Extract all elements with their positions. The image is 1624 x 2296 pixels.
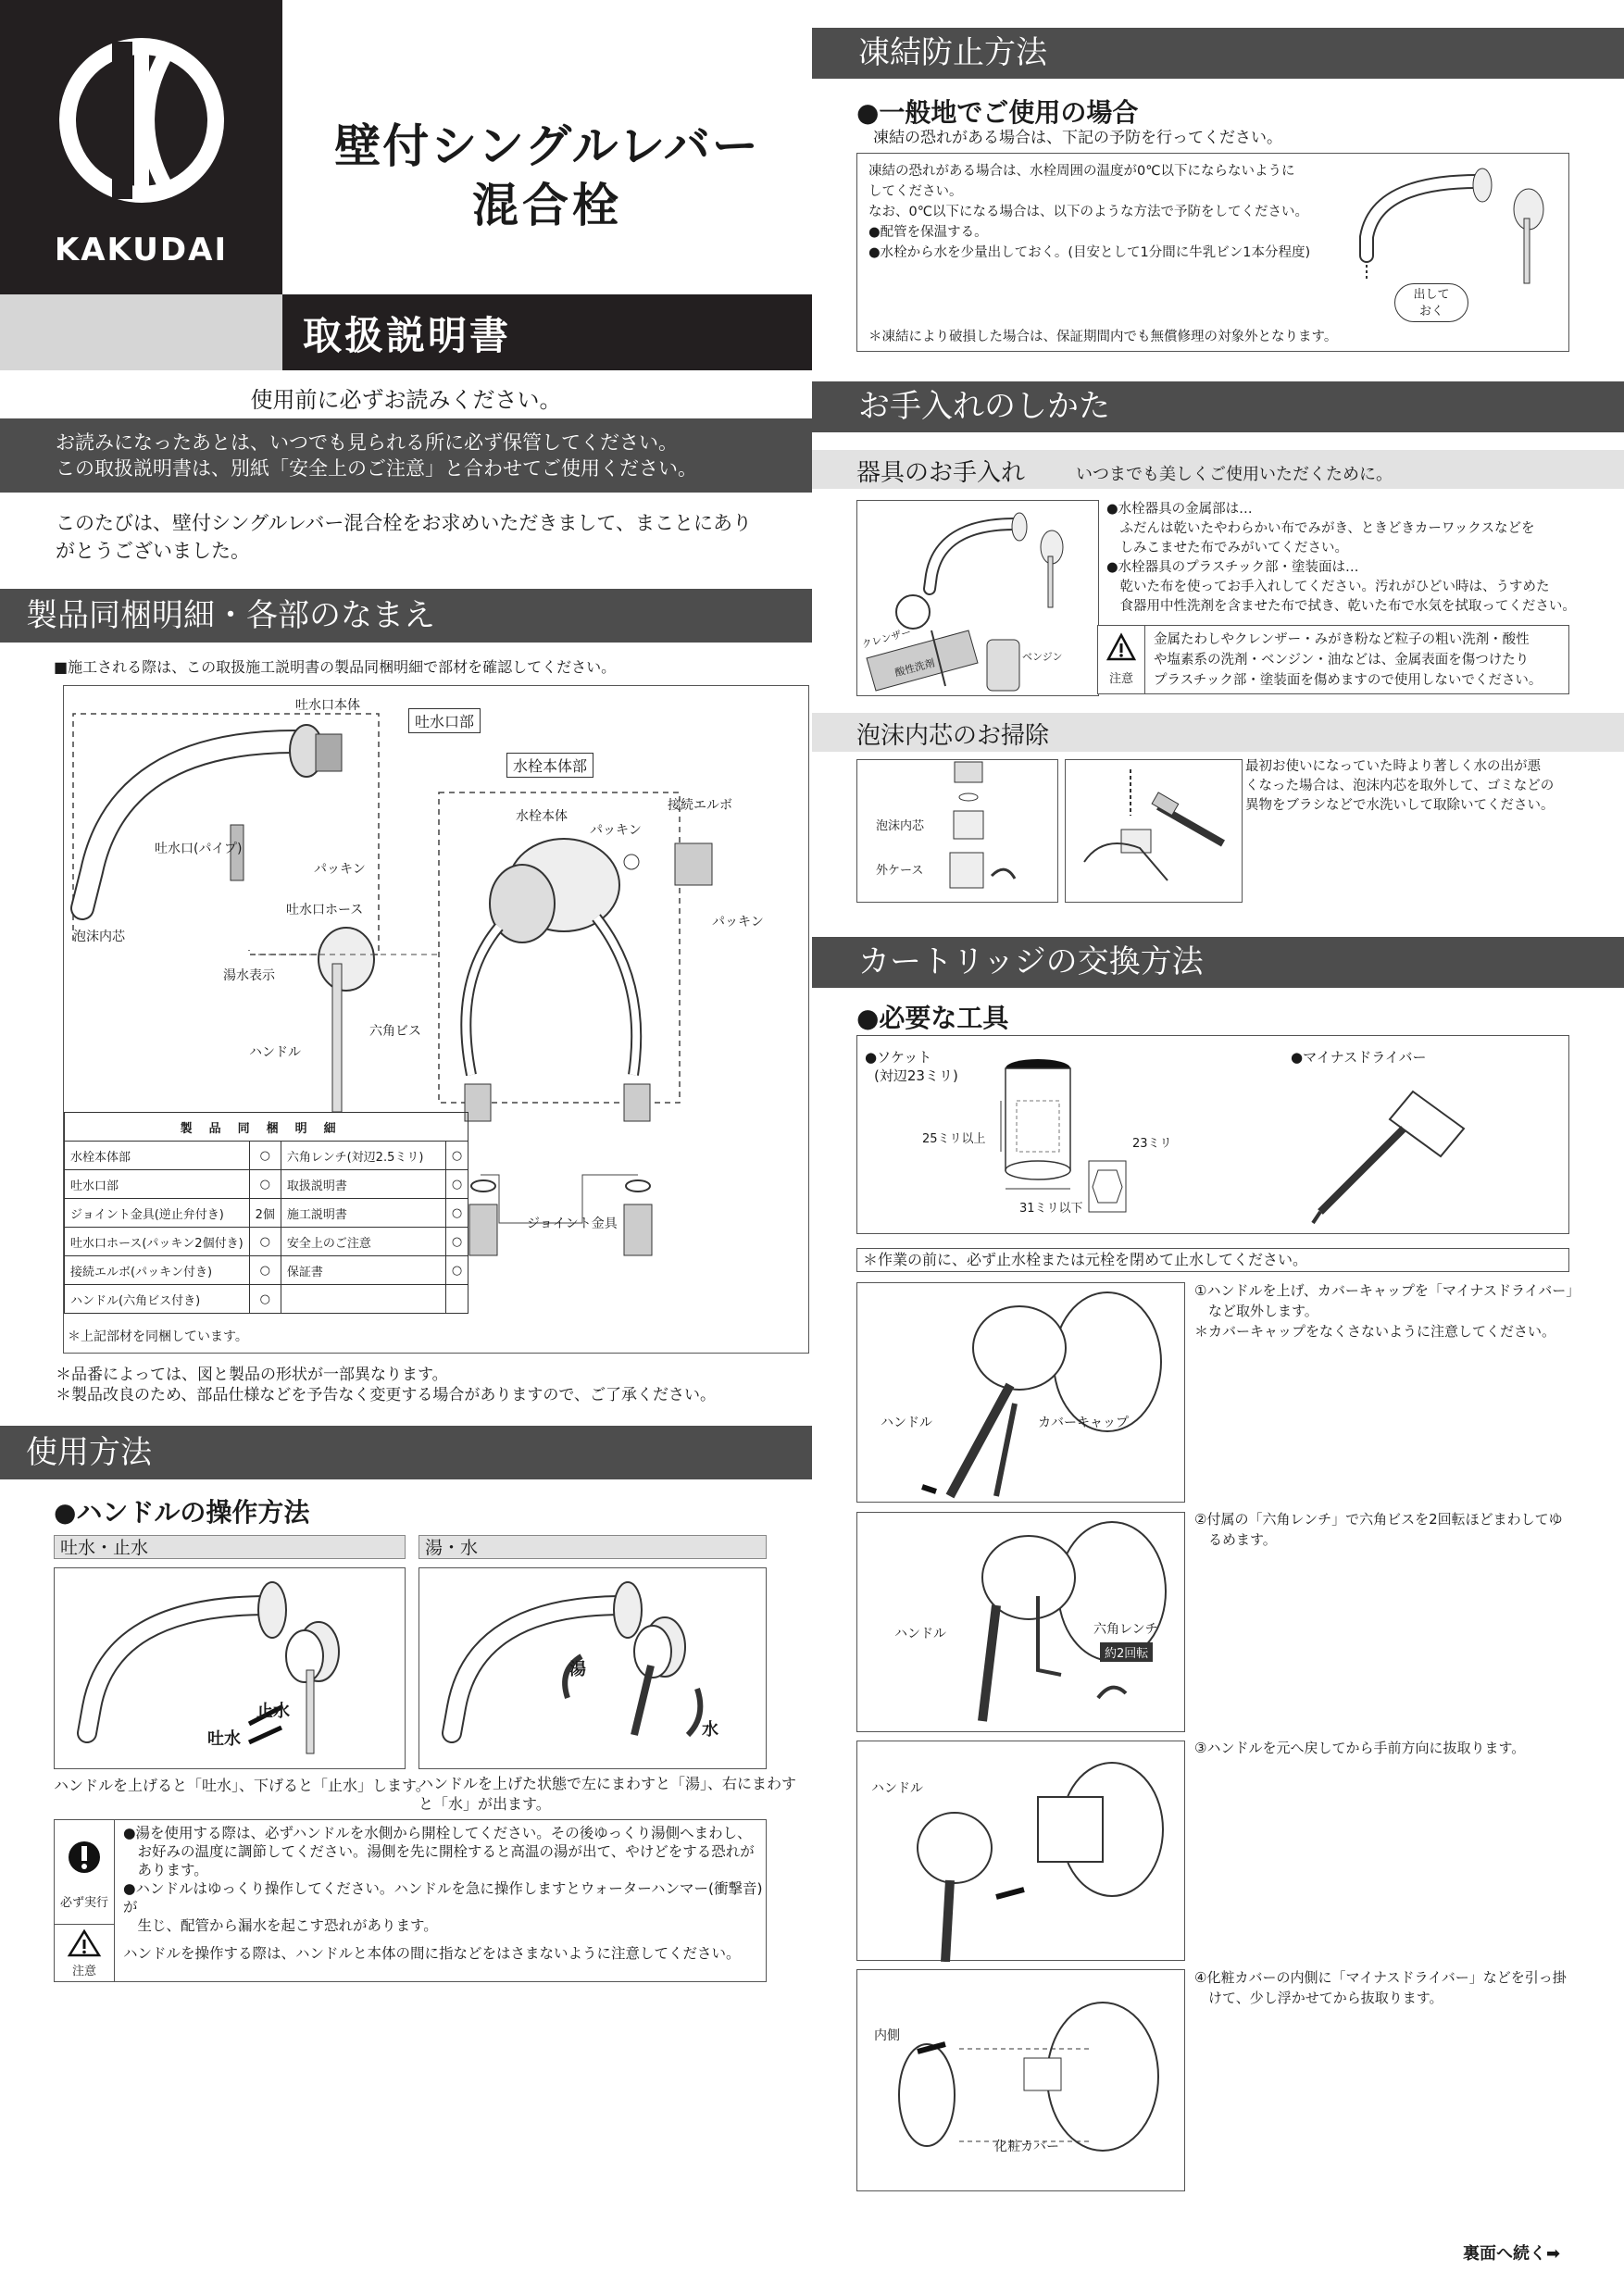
- panel-right-caption2: と「水」が出ます。: [418, 1795, 551, 1813]
- caution-text: ハンドルを操作する際は、ハンドルと本体の間に指などをはさまないように注意してください。: [123, 1945, 741, 1962]
- table-cell: ○: [445, 1228, 468, 1256]
- step1-line: など取外します。: [1194, 1303, 1318, 1319]
- usage-heading: 使用方法: [0, 1426, 812, 1479]
- step1-label-handle: ハンドル: [881, 1416, 932, 1430]
- caution-icon-cell: [55, 1924, 115, 1981]
- continue-footer: 裏面へ続く➡: [1463, 2244, 1561, 2264]
- must-line: ●湯を使用する際は、必ずハンドルを水側から開栓してください。その後ゆっくり湯側へまわし、: [123, 1825, 752, 1841]
- table-row: [65, 1142, 468, 1170]
- table-cell: ○: [445, 1199, 468, 1228]
- care-heading: お手入れのしかた: [812, 381, 1624, 432]
- table-cell: ○: [249, 1228, 281, 1256]
- step2-line: ②付属の「六角レンチ」で六角ビスを2回転ほどまわしてゆ: [1194, 1511, 1563, 1528]
- step4-line: ④化粧カバーの内側に「マイナスドライバー」などを引っ掛: [1194, 1969, 1567, 1986]
- warning-triangle-icon: [55, 1924, 114, 1961]
- panel-right-caption: [418, 1774, 796, 1815]
- freeze-text: [868, 161, 1310, 263]
- keep-line1: お読みになったあとは、いつでも見られる所に必ず保管してください。: [56, 431, 678, 454]
- step2-figure: [856, 1512, 1185, 1732]
- label-joint: ジョイント金具: [527, 1217, 618, 1231]
- table-row: [65, 1199, 468, 1228]
- handle-title: ●ハンドルの操作方法: [54, 1497, 310, 1528]
- step4-illustration: [857, 1970, 1186, 2192]
- label-body-part: 水栓本体部: [506, 753, 593, 778]
- care-line: 食器用中性洗剤を含ませた布で拭き、乾いた布で水気を拭取ってください。: [1106, 599, 1576, 614]
- table-cell: 安全上のご注意: [281, 1228, 445, 1256]
- parts-note: ■施工される際は、この取扱施工説明書の製品同梱明細で部材を確認してください。: [54, 658, 617, 676]
- table-cell: ○: [249, 1142, 281, 1170]
- must-line: あります。: [123, 1862, 208, 1878]
- table-row: [65, 1256, 468, 1285]
- panel-right: [418, 1567, 767, 1769]
- dim-25: 25ミリ以上: [922, 1132, 986, 1146]
- label-spout-part: 吐水口部: [408, 708, 481, 733]
- care-line: しみこませた布でみがいてください。: [1106, 541, 1348, 555]
- label-elbow: 接続エルボ: [668, 798, 732, 813]
- care-sub: 器具のお手入れ: [856, 459, 1026, 487]
- bubble-line1: 出して: [1413, 288, 1450, 302]
- table-row: [65, 1170, 468, 1199]
- panel-right-caption1: ハンドルを上げた状態で左にまわすと「湯」、右にまわす: [418, 1775, 797, 1792]
- care-caution-box: [1097, 625, 1569, 694]
- manual-band-light: [0, 294, 282, 370]
- keep-notice-box: [0, 418, 812, 493]
- step3-illustration: [857, 1741, 1186, 1962]
- step2-label-handle: ハンドル: [894, 1627, 946, 1641]
- care-line: 乾いた布を使ってお手入れしてください。汚れがひどい時は、うすめた: [1106, 580, 1550, 594]
- care-caution-line: や塩素系の洗剤・ベンジン・油などは、金属表面を傷つけたり: [1154, 653, 1530, 668]
- table-row: [65, 1228, 468, 1256]
- table-cell: 2個: [249, 1199, 281, 1228]
- aerator-fig2: [1065, 759, 1243, 903]
- freeze-line: ●配管を保温する。: [868, 225, 988, 240]
- aerator-line: 最初お使いになっていた時より著しく水の出が悪: [1245, 759, 1541, 774]
- aerator-line: 異物をブラシなどで水洗いして取除いてください。: [1245, 798, 1555, 813]
- label-packing2: パッキン: [314, 862, 366, 877]
- bubble-line2: おく: [1418, 305, 1443, 318]
- care-caution-line: プラスチック部・塗装面を傷めますので使用しないでください。: [1154, 673, 1543, 688]
- care-line: ●水栓器具の金属部は…: [1106, 502, 1253, 517]
- aerator-heading: 泡沫内芯のお掃除: [856, 722, 1050, 750]
- screwdriver-tool: [1293, 1073, 1478, 1230]
- label-packing3: パッキン: [712, 915, 764, 930]
- care-line: ふだんは乾いたやわらかい布でみがき、ときどきカーワックスなどを: [1106, 521, 1535, 536]
- table-cell: ハンドル(六角ビス付き): [65, 1285, 250, 1314]
- care-word-1: クレンザー: [860, 626, 913, 651]
- must-line: お好みの温度に調節してください。湯側を先に開栓すると高温の湯が出て、やけどをする恐れが: [123, 1843, 755, 1860]
- care-caution-icon: [1098, 626, 1145, 693]
- faucet-drip-illustration: [1339, 163, 1561, 302]
- label-cold: 水: [702, 1720, 718, 1740]
- label-indicator: 湯水表示: [223, 968, 275, 983]
- read-before: 使用前に必ずお読みください。: [250, 387, 562, 413]
- aerator-line: くなった場合は、泡沫内芯を取外して、ゴミなどの: [1245, 779, 1555, 793]
- step1-line: ＊カバーキャップをなくさないように注意してください。: [1194, 1323, 1556, 1340]
- label-aerator-case: 外ケース: [876, 864, 924, 878]
- parts-note3: ＊製品改良のため、部品仕様などを予告なく変更する場合がありますので、ご了承ください。: [56, 1386, 716, 1404]
- table-cell: 水栓本体部: [65, 1142, 250, 1170]
- label-aerator-core: 泡沫内芯: [876, 819, 925, 833]
- freeze-sub: ●一般地でご使用の場合: [856, 97, 1139, 128]
- manual-label: [282, 294, 812, 370]
- keep-line2: この取扱説明書は、別紙「安全上のご注意」と合わせてご使用ください。: [56, 457, 697, 480]
- table-cell: 六角レンチ(対辺2.5ミリ): [281, 1142, 445, 1170]
- panel-left: [54, 1567, 406, 1769]
- panel-left-title: 吐水・止水: [54, 1535, 406, 1559]
- step2-label-wrench: 六角レンチ: [1093, 1622, 1158, 1637]
- care-caution-text: [1154, 630, 1542, 691]
- label-aerator: 泡沫内芯: [73, 930, 125, 944]
- warning-triangle-icon: [1098, 626, 1144, 667]
- step1-illustration: [857, 1283, 1186, 1504]
- step4-line: けて、少し浮かせてから抜取ります。: [1194, 1990, 1443, 2006]
- freeze-line: なお、0℃以下になる場合は、以下のような方法で予防をしてください。: [868, 205, 1309, 219]
- step1-label-cap: カバーキャップ: [1038, 1416, 1129, 1430]
- freeze-box: [856, 153, 1569, 352]
- table-note: ＊上記部材を同梱しています。: [68, 1329, 248, 1344]
- socket-label: ●ソケット: [865, 1049, 932, 1066]
- usage-warning-box: [54, 1819, 767, 1982]
- parts-diagram: [63, 685, 809, 1354]
- care-sub-note: いつまでも美しくご使用いただくために。: [1076, 465, 1393, 484]
- care-line: ●水栓器具のプラスチック部・塗装面は…: [1106, 560, 1359, 575]
- label-hot: 湯: [569, 1660, 586, 1679]
- step1-text: [1194, 1280, 1580, 1341]
- freeze-line: してください。: [868, 184, 963, 199]
- freeze-heading: 凍結防止方法: [812, 28, 1624, 79]
- table-cell: ○: [445, 1170, 468, 1199]
- socket-size: (対辺23ミリ): [874, 1067, 958, 1084]
- label-hose: 吐水口ホース: [286, 903, 364, 917]
- exclamation-icon: [55, 1820, 114, 1894]
- step2-line: るめます。: [1194, 1531, 1277, 1548]
- parts-heading: 製品同梱明細・各部のなまえ: [0, 589, 812, 643]
- step2-text: [1194, 1509, 1563, 1550]
- label-flow: 吐水: [207, 1729, 241, 1749]
- title-line1: 壁付シングルレバー: [334, 119, 760, 173]
- label-pipe: 吐水口(パイプ): [155, 842, 243, 856]
- label-hex-screw: 六角ビス: [369, 1024, 421, 1039]
- care-sub-band: [812, 450, 1624, 489]
- step1-figure: [856, 1282, 1185, 1503]
- step3-text: [1194, 1738, 1525, 1758]
- freeze-line: 凍結の恐れがある場合は、水栓周囲の温度が0℃以下にならないように: [868, 164, 1295, 179]
- parts-table: [64, 1112, 468, 1314]
- caution-label: 注意: [71, 1965, 96, 1978]
- step4-text: [1194, 1967, 1567, 2008]
- must-line: 生じ、配管から漏水を起こす恐れがあります。: [123, 1917, 438, 1934]
- panel-left-caption: ハンドルを上げると「吐水」、下げると「止水」します。: [54, 1777, 431, 1794]
- step3-label-handle: ハンドル: [871, 1781, 923, 1796]
- care-text: [1106, 500, 1576, 617]
- table-cell: ○: [445, 1142, 468, 1170]
- parts-table-wrap: [64, 1112, 468, 1314]
- care-word-3: ベンジン: [1022, 651, 1063, 663]
- step3-line: ③ハンドルを元へ戻してから手前方向に抜取ります。: [1194, 1740, 1526, 1756]
- freeze-bubble: [1394, 283, 1468, 322]
- must-line: ●ハンドルはゆっくり操作してください。ハンドルを急に操作しますとウォーターハンマー(衝撃音)が: [123, 1880, 763, 1915]
- table-cell: ○: [249, 1285, 281, 1314]
- manual-label-text: 取扱説明書: [303, 313, 512, 358]
- care-caution-line: 金属たわしやクレンザー・みがき粉など粒子の粗い洗剤・酸性: [1154, 632, 1530, 647]
- freeze-line: ●水栓から水を少量出しておく。(目安として1分間に牛乳ビン1本分程度): [868, 245, 1311, 260]
- table-cell: ○: [249, 1256, 281, 1285]
- care-word-2: 酸性洗剤: [893, 656, 937, 680]
- step4-label-cover: 化粧カバー: [994, 2140, 1059, 2154]
- thanks-text: [56, 509, 796, 565]
- table-cell: 接続エルボ(パッキン付き): [65, 1256, 250, 1285]
- table-cell: 施工説明書: [281, 1199, 445, 1228]
- table-cell: 取扱説明書: [281, 1170, 445, 1199]
- thanks-line2: がとうございました。: [56, 540, 250, 562]
- parts-table-title: 製品同梱明細: [65, 1113, 468, 1142]
- table-cell: ジョイント金具(逆止弁付き): [65, 1199, 250, 1228]
- step2-label-turns: 約2回転: [1100, 1642, 1153, 1662]
- freeze-intro: 凍結の恐れがある場合は、下記の予防を行ってください。: [873, 129, 1282, 147]
- label-packing1: パッキン: [590, 823, 642, 838]
- table-cell: ○: [249, 1170, 281, 1199]
- label-stop: 止水: [256, 1702, 290, 1721]
- aerator-text: [1245, 757, 1555, 816]
- table-cell: [281, 1285, 445, 1314]
- step1-line: ①ハンドルを上げ、カバーキャップを「マイナスドライバー」: [1194, 1282, 1580, 1299]
- aerator-fig1: [856, 759, 1058, 903]
- brush-cleaning-illustration: [1066, 760, 1243, 904]
- panel-right-title: 湯・水: [418, 1535, 767, 1559]
- care-caution-label: 注意: [1108, 672, 1133, 686]
- dim-31: 31ミリ以下: [1019, 1202, 1083, 1216]
- must-text: [123, 1824, 766, 1935]
- step4-figure: [856, 1969, 1185, 2191]
- brand-name: KAKUDAI: [54, 231, 229, 268]
- driver-label: ●マイナスドライバー: [1291, 1049, 1427, 1066]
- table-row: [65, 1285, 468, 1314]
- tools-box: [856, 1035, 1569, 1234]
- freeze-note: ＊凍結により破損した場合は、保証期間内でも無償修理の対象外となります。: [868, 330, 1338, 344]
- step4-label-inside: 内側: [874, 2028, 900, 2043]
- cartridge-heading: カートリッジの交換方法: [812, 937, 1624, 988]
- logo-block: [0, 0, 282, 294]
- label-spout-body: 吐水口本体: [295, 698, 360, 713]
- must-label: 必ず実行: [59, 1896, 108, 1910]
- aerator-sub-band: [812, 713, 1624, 752]
- title-line2: 混合栓: [472, 179, 622, 232]
- must-icon-cell: [55, 1820, 115, 1925]
- table-cell: 吐水口部: [65, 1170, 250, 1199]
- label-handle: ハンドル: [249, 1045, 301, 1060]
- step3-figure: [856, 1741, 1185, 1961]
- cartridge-warning: ＊作業の前に、必ず止水栓または元栓を閉めて止水してください。: [856, 1248, 1569, 1272]
- table-cell: ○: [445, 1256, 468, 1285]
- care-figure: [856, 500, 1099, 696]
- label-body: 水栓本体: [516, 809, 568, 824]
- table-cell: 吐水口ホース(パッキン2個付き): [65, 1228, 250, 1256]
- thanks-line1: このたびは、壁付シングルレバー混合栓をお求めいただきまして、まことにあり: [56, 512, 753, 534]
- dim-23: 23ミリ: [1132, 1137, 1172, 1151]
- table-cell: [445, 1285, 468, 1314]
- parts-note2: ＊品番によっては、図と製品の形状が一部異なります。: [56, 1366, 448, 1384]
- table-cell: 保証書: [281, 1256, 445, 1285]
- tools-title: ●必要な工具: [856, 1003, 1009, 1033]
